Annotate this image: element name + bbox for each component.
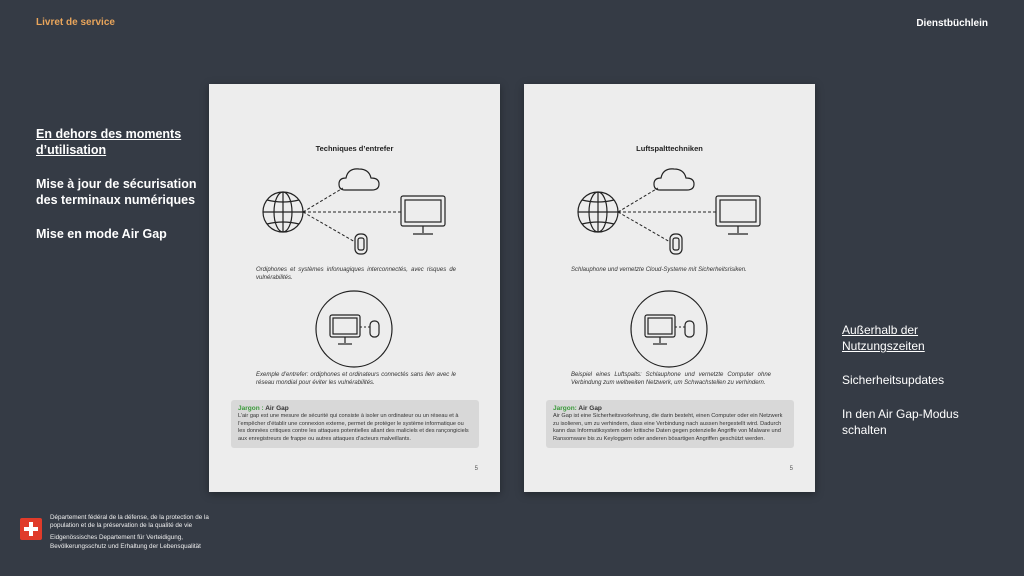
header-right-title: Dienstbüchlein	[916, 18, 988, 29]
nav-item-security-updates-fr[interactable]: Mise à jour de sécurisation des terminaux numériques	[36, 177, 197, 207]
jargon-heading	[238, 405, 472, 412]
air-gap-illustration	[629, 289, 709, 369]
page-number: 5	[789, 466, 793, 472]
air-gap-illustration	[314, 289, 394, 369]
booklet-page-de	[524, 84, 815, 492]
phone-icon	[685, 321, 694, 337]
jargon-label: Jargon :	[238, 405, 264, 412]
network-diagram	[574, 160, 774, 256]
jargon-box	[546, 400, 794, 448]
page-title: Techniques d’entrefer	[315, 144, 394, 153]
caption-networked: Schlauphone und vernetzte Cloud-Systeme mit Sicherheitsrisiken.	[571, 267, 747, 273]
jargon-term: Air Gap	[265, 405, 289, 412]
nav-item-air-gap-fr[interactable]: Mise en mode Air Gap	[36, 227, 167, 241]
left-nav	[36, 126, 206, 260]
nav-item-air-gap-de[interactable]: In den Air Gap-Modus schalten	[842, 407, 959, 437]
phone-icon	[355, 234, 367, 254]
page-number: 5	[474, 466, 478, 472]
nav-item-outside-usage-de[interactable]: Außerhalb der Nutzungszeiten	[842, 323, 925, 353]
footer-line-fr: Département fédéral de la défense, de la protection de la population et de la préservation de la qualité de vie	[50, 514, 209, 530]
caption-networked: Ordiphones et systèmes infonuagiques interconnectés, avec risques de vulnérabilités.	[256, 267, 456, 281]
monitor-icon	[401, 196, 445, 234]
right-nav	[842, 322, 1002, 456]
page-title: Luftspalttechniken	[636, 144, 703, 153]
phone-icon	[370, 321, 379, 337]
header-left-title: Livret de service	[36, 17, 115, 28]
jargon-term: Air Gap	[578, 405, 602, 412]
jargon-text: Air Gap ist eine Sicherheitsvorkehrung, die darin besteht, einen Computer oder ein Netzwerk zu isolieren, um zu verhindern, dass eine Verbindung nach aussen hergestellt wird. Dadurch kann das Informatiksystem oder kritische Daten gegen potenzielle Angriffe von Malware und Ransomware bis zu Keyloggern oder anderen bösartigen Angriffen geschützt werden.	[553, 413, 783, 442]
nav-item-outside-usage-fr[interactable]: En dehors des moments d’utilisation	[36, 127, 182, 157]
monitor-icon	[645, 315, 675, 344]
booklet-page-fr	[209, 84, 500, 492]
network-diagram	[259, 160, 459, 256]
monitor-icon	[330, 315, 360, 344]
jargon-box	[231, 400, 479, 448]
footer-text	[50, 514, 209, 555]
cloud-icon	[339, 169, 379, 190]
cloud-icon	[654, 169, 694, 190]
jargon-text: L’air gap est une mesure de sécurité qui consiste à isoler un ordinateur ou un réseau et à l’empêcher d’établir une connexion externe, permet de protéger le système informatique ou les données critiques contre les attaques potentielles allant des maliciels et des rançongiciels aux enregistreurs de frappe ou autres attaques d’acteurs malveillants.	[238, 413, 469, 442]
globe-icon	[263, 192, 303, 232]
globe-icon	[578, 192, 618, 232]
jargon-label: Jargon:	[553, 405, 577, 412]
caption-air-gap: Beispiel eines Luftspalts: Schlauphone und vernetzte Computer ohne Verbindung zum weltweiten Netzwerk, um Schwachstellen zu verhindern.	[571, 372, 771, 386]
footer-line-de: Eidgenössisches Departement für Verteidigung, Bevölkerungsschutz und Erhaltung der Lebensqualität	[50, 534, 201, 550]
caption-air-gap: Exemple d’entrefer: ordiphones et ordinateurs connectés sans lien avec le réseau mondial pour éviter les vulnérabilités.	[256, 372, 456, 386]
monitor-icon	[716, 196, 760, 234]
swiss-flag-icon	[20, 518, 42, 540]
nav-item-security-updates-de[interactable]: Sicherheitsupdates	[842, 373, 945, 387]
phone-icon	[670, 234, 682, 254]
jargon-heading	[553, 405, 787, 412]
